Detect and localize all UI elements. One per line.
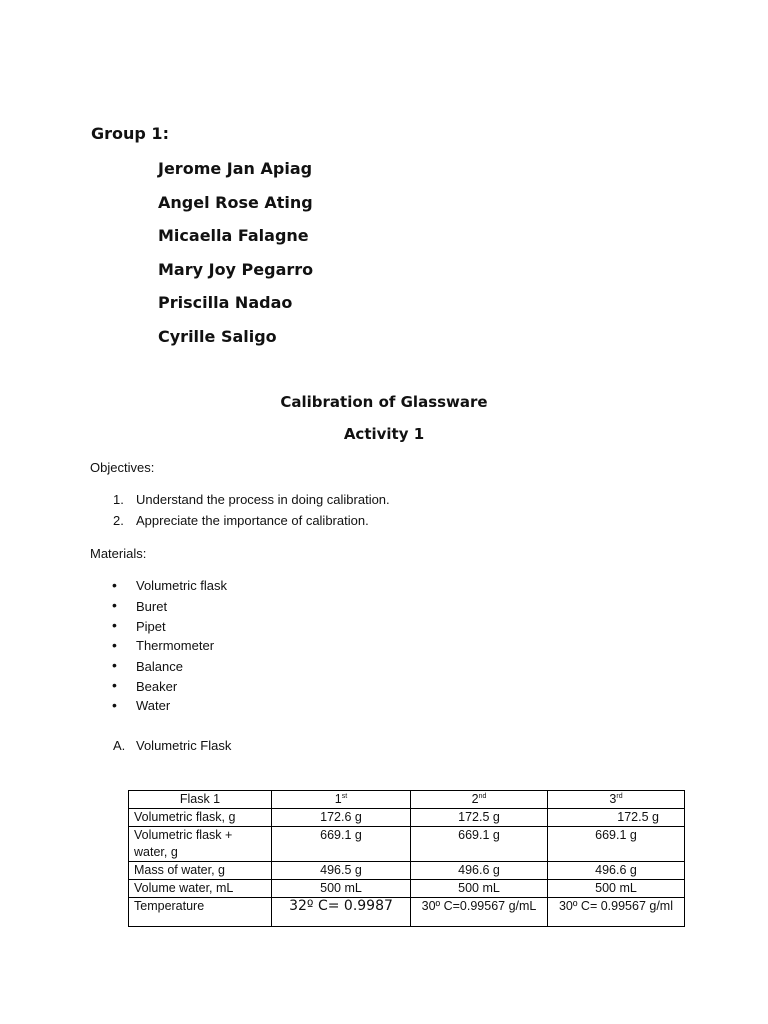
activity-subtitle: Activity 1 xyxy=(343,425,425,443)
material-item: Volumetric flask xyxy=(136,578,228,593)
table-header-cell xyxy=(411,791,548,809)
table-header-cell xyxy=(272,791,411,809)
trial-number: 1 xyxy=(334,792,342,806)
material-item: Pipet xyxy=(136,619,166,634)
member-name: Cyrille Saligo xyxy=(158,327,277,346)
table-header-cell xyxy=(548,791,685,809)
table-row xyxy=(129,898,685,927)
table-row xyxy=(129,827,685,862)
table-row xyxy=(129,862,685,880)
section-title: Volumetric Flask xyxy=(136,738,232,753)
table-cell: 496.6 g xyxy=(548,862,685,880)
trial-number: 3 xyxy=(609,792,617,806)
table-cell: 32º C= 0.9987 xyxy=(272,898,411,927)
material-item: Balance xyxy=(136,659,183,674)
material-item: Buret xyxy=(136,599,168,614)
group-title: Group 1: xyxy=(91,124,169,143)
section-letter: A. xyxy=(113,738,126,753)
table-cell: 669.1 g xyxy=(548,827,685,862)
objectives-label: Objectives: xyxy=(90,460,155,475)
bullet-icon: • xyxy=(112,657,117,673)
bullet-icon: • xyxy=(112,677,117,693)
table-cell: 496.5 g xyxy=(272,862,411,880)
material-item: Beaker xyxy=(136,679,178,694)
document-title: Calibration of Glassware xyxy=(280,393,488,411)
table-cell: 30º C= 0.99567 g/ml xyxy=(548,898,685,927)
table-cell: 496.6 g xyxy=(411,862,548,880)
bullet-icon: • xyxy=(112,597,117,613)
ordinal-suffix: st xyxy=(341,792,348,800)
row-label: Temperature xyxy=(129,898,272,927)
table-cell: 500 mL xyxy=(548,880,685,898)
objective-item: Appreciate the importance of calibration. xyxy=(136,513,369,528)
member-name: Micaella Falagne xyxy=(158,226,309,245)
member-name: Mary Joy Pegarro xyxy=(158,260,314,279)
table-row xyxy=(129,809,685,827)
material-item: Thermometer xyxy=(136,638,215,653)
table-header-cell: Flask 1 xyxy=(129,791,272,809)
bullet-icon: • xyxy=(112,577,117,593)
bullet-icon: • xyxy=(112,697,117,713)
ordinal-suffix: rd xyxy=(616,792,623,800)
list-number: 1. xyxy=(113,492,124,507)
table-cell: 172.5 g xyxy=(548,809,685,827)
volumetric-flask-table xyxy=(128,790,685,927)
materials-label: Materials: xyxy=(90,546,147,561)
row-label: Volumetric flask + water, g xyxy=(129,827,272,862)
member-name: Jerome Jan Apiag xyxy=(158,159,313,178)
trial-number: 2 xyxy=(471,792,479,806)
objective-item: Understand the process in doing calibration. xyxy=(136,492,390,507)
table-cell: 30º C=0.99567 g/mL xyxy=(411,898,548,927)
table-cell: 500 mL xyxy=(272,880,411,898)
table-cell: 669.1 g xyxy=(272,827,411,862)
ordinal-suffix: nd xyxy=(478,792,487,800)
table-cell: 669.1 g xyxy=(411,827,548,862)
table-row xyxy=(129,880,685,898)
table-cell: 172.6 g xyxy=(272,809,411,827)
member-name: Angel Rose Ating xyxy=(158,193,313,212)
row-label: Volumetric flask, g xyxy=(129,809,272,827)
bullet-icon: • xyxy=(112,637,117,653)
material-item: Water xyxy=(136,698,171,713)
row-label: Mass of water, g xyxy=(129,862,272,880)
table-header-row xyxy=(129,791,685,809)
table-cell: 500 mL xyxy=(411,880,548,898)
row-label: Volume water, mL xyxy=(129,880,272,898)
bullet-icon: • xyxy=(112,617,117,633)
member-name: Priscilla Nadao xyxy=(158,293,293,312)
table-cell: 172.5 g xyxy=(411,809,548,827)
list-number: 2. xyxy=(113,513,124,528)
